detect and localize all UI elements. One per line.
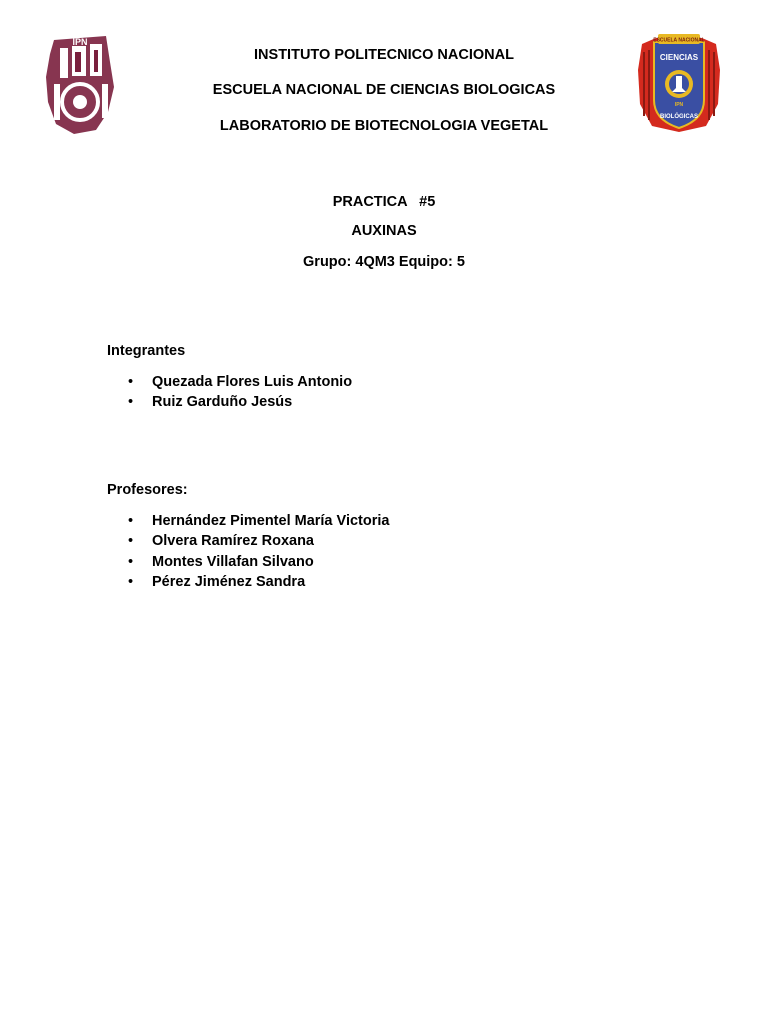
bullet-icon: • xyxy=(128,533,134,550)
professor-name: Montes Villafan Silvano xyxy=(152,553,314,570)
list-item xyxy=(124,572,389,592)
practice-subject: AUXINAS xyxy=(351,223,417,239)
members-heading: Integrantes xyxy=(107,343,186,359)
bullet-icon: • xyxy=(128,374,134,390)
list-item xyxy=(124,372,352,392)
professor-name: Hernández Pimentel María Victoria xyxy=(152,513,390,529)
encb-biologicas-text: BIOLÓGICAS xyxy=(659,114,699,120)
members-list xyxy=(124,372,352,413)
encb-ipn-text: IPN xyxy=(674,102,684,108)
professors-heading: Profesores: xyxy=(107,482,188,498)
school-title: ESCUELA NACIONAL DE CIENCIAS BIOLOGICAS xyxy=(212,82,556,98)
bullet-icon: • xyxy=(128,553,134,570)
professors-list xyxy=(124,511,389,592)
list-item xyxy=(124,531,389,551)
ipn-logo-text: IPN xyxy=(72,37,88,47)
member-name: Ruiz Garduño Jesús xyxy=(152,394,293,411)
list-item xyxy=(124,392,352,412)
group-team: Grupo: 4QM3 Equipo: 5 xyxy=(303,254,465,270)
bullet-icon: • xyxy=(128,573,134,590)
bullet-icon: • xyxy=(128,394,134,411)
list-item xyxy=(124,511,389,531)
list-item xyxy=(124,552,389,572)
lab-title: LABORATORIO DE BIOTECNOLOGIA VEGETAL xyxy=(219,118,549,134)
professor-name: Olvera Ramírez Roxana xyxy=(152,533,314,550)
encb-ciencias-text: CIENCIAS xyxy=(659,53,699,62)
professor-name: Pérez Jiménez Sandra xyxy=(152,573,306,590)
member-name: Quezada Flores Luis Antonio xyxy=(152,374,353,390)
bullet-icon: • xyxy=(128,513,134,529)
institute-title: INSTITUTO POLITECNICO NACIONAL xyxy=(254,47,514,63)
practice-number: PRACTICA #5 xyxy=(332,194,436,210)
encb-banner-text: ESCUELA NACIONAL xyxy=(653,37,705,44)
